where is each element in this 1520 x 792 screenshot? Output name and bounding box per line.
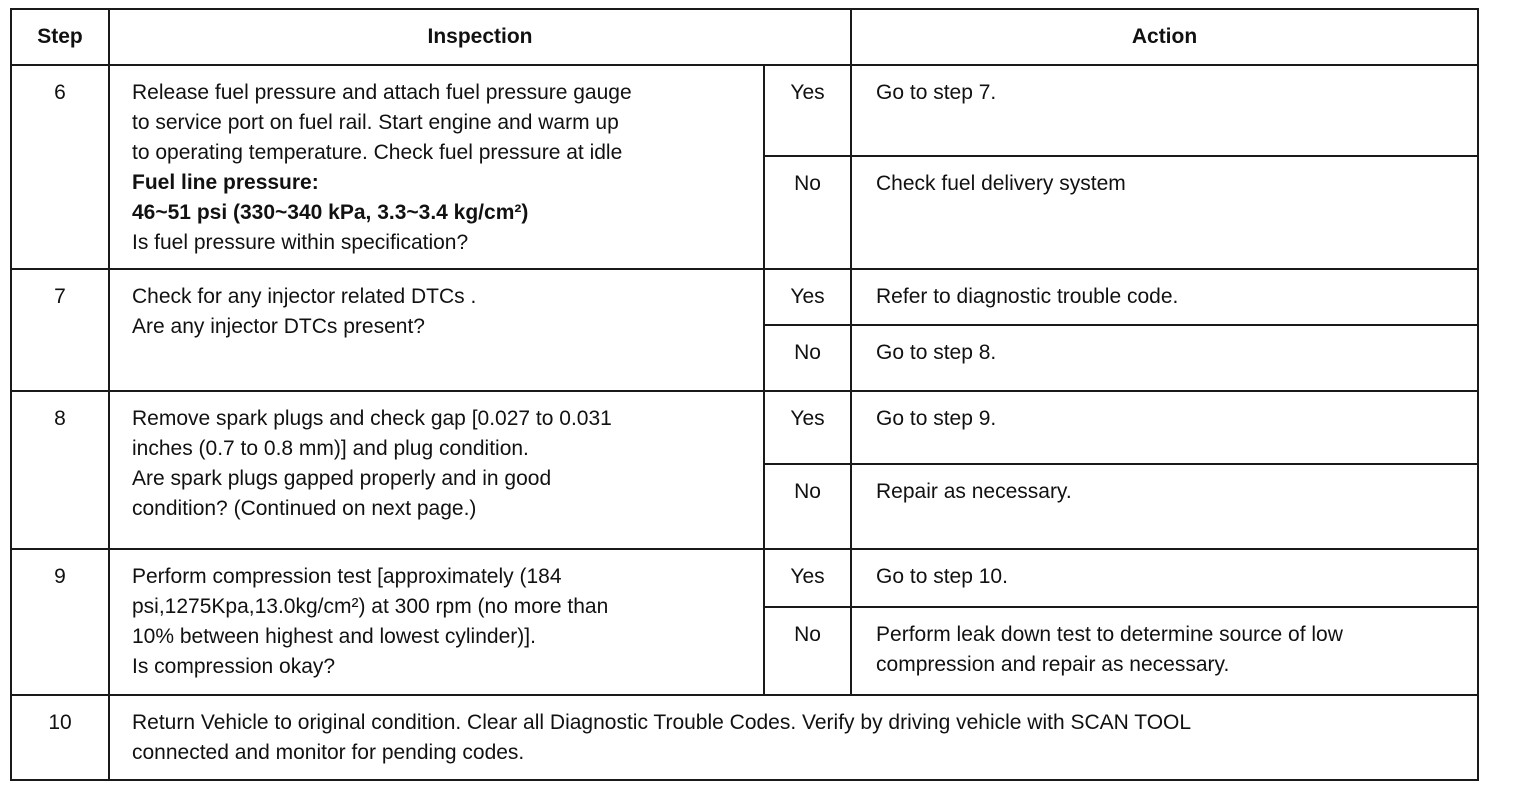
spec-value: 46~51 psi (330~340 kPa, 3.3~3.4 kg/cm²) (132, 201, 529, 224)
yes-label: Yes (764, 65, 851, 156)
yes-action: Refer to diagnostic trouble code. (851, 269, 1478, 325)
yes-action: Go to step 10. (851, 549, 1478, 607)
yes-label: Yes (764, 391, 851, 464)
diagnostic-table (10, 8, 1479, 781)
header-action: Action (851, 9, 1478, 65)
table-row (11, 269, 1478, 325)
step-number: 6 (11, 65, 109, 269)
header-step: Step (11, 9, 109, 65)
inspection-cell (109, 65, 764, 269)
table-row (11, 695, 1478, 780)
inspection-line: Are any injector DTCs present? (132, 315, 425, 338)
no-label: No (764, 325, 851, 391)
header-inspection: Inspection (109, 9, 851, 65)
inspection-line: Perform compression test [approximately (184 (132, 565, 562, 588)
no-action: Go to step 8. (851, 325, 1478, 391)
final-step-line: Return Vehicle to original condition. Clear all Diagnostic Trouble Codes. Verify by driving vehicle with SCAN TOOL (132, 711, 1192, 734)
yes-label: Yes (764, 549, 851, 607)
inspection-line: to operating temperature. Check fuel pressure at idle (132, 141, 623, 164)
spec-label: Fuel line pressure: (132, 171, 319, 194)
step-number: 10 (11, 695, 109, 780)
no-label: No (764, 607, 851, 695)
inspection-line: Is compression okay? (132, 655, 336, 678)
inspection-line: inches (0.7 to 0.8 mm)] and plug condition. (132, 437, 529, 460)
inspection-line: Release fuel pressure and attach fuel pressure gauge (132, 81, 632, 104)
inspection-line: Check for any injector related DTCs . (132, 285, 477, 308)
no-label: No (764, 156, 851, 269)
inspection-question: Is fuel pressure within specification? (132, 231, 469, 254)
final-step-text (109, 695, 1478, 780)
no-action-line: Perform leak down test to determine source of low (876, 623, 1343, 646)
yes-action: Go to step 9. (851, 391, 1478, 464)
inspection-line: Are spark plugs gapped properly and in good (132, 467, 552, 490)
inspection-line: condition? (Continued on next page.) (132, 497, 477, 520)
step-number: 7 (11, 269, 109, 391)
no-action (851, 607, 1478, 695)
inspection-cell (109, 391, 764, 549)
table-row (11, 65, 1478, 156)
no-action: Repair as necessary. (851, 464, 1478, 549)
inspection-cell (109, 269, 764, 391)
inspection-line: Remove spark plugs and check gap [0.027 to 0.031 (132, 407, 612, 430)
header-row (11, 9, 1478, 65)
inspection-cell (109, 549, 764, 695)
final-step-line: connected and monitor for pending codes. (132, 741, 525, 764)
no-action: Check fuel delivery system (851, 156, 1478, 269)
step-number: 9 (11, 549, 109, 695)
yes-action: Go to step 7. (851, 65, 1478, 156)
table-row (11, 549, 1478, 607)
inspection-line: to service port on fuel rail. Start engine and warm up (132, 111, 619, 134)
inspection-line: psi,1275Kpa,13.0kg/cm²) at 300 rpm (no more than (132, 595, 609, 618)
table-row (11, 391, 1478, 464)
step-number: 8 (11, 391, 109, 549)
inspection-line: 10% between highest and lowest cylinder)]. (132, 625, 536, 648)
yes-label: Yes (764, 269, 851, 325)
no-label: No (764, 464, 851, 549)
no-action-line: compression and repair as necessary. (876, 653, 1230, 676)
